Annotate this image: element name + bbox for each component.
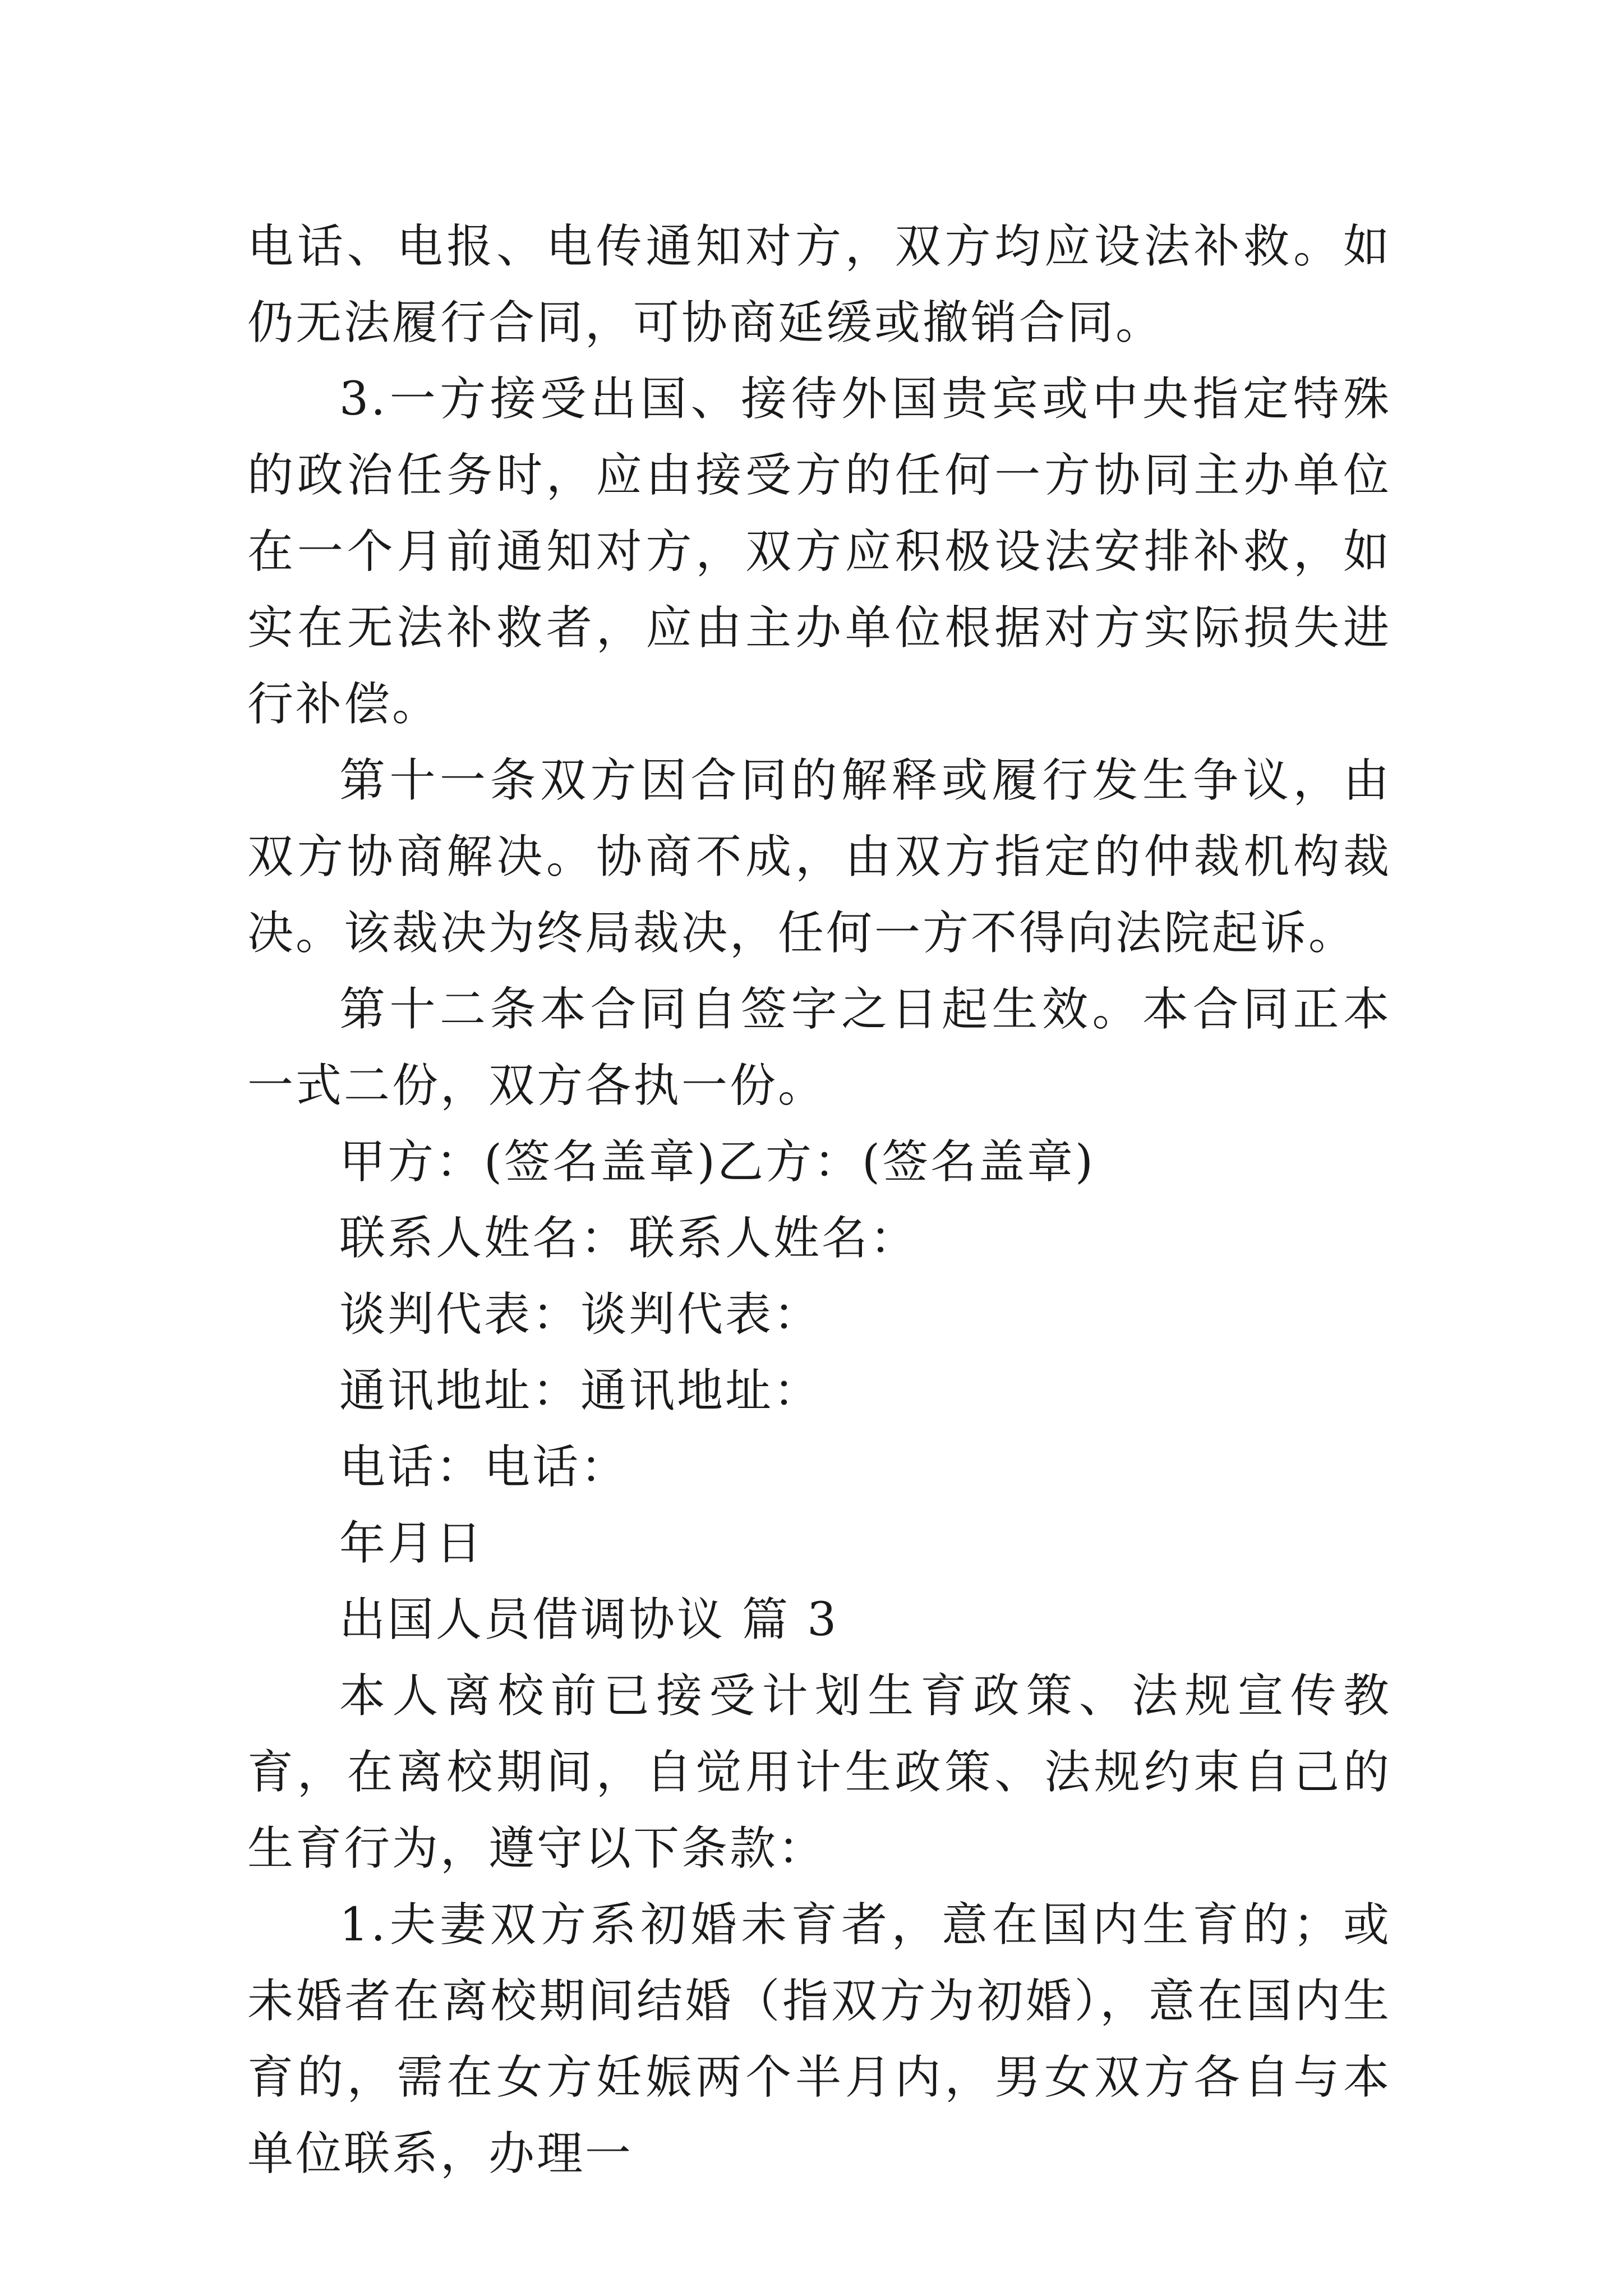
address-line: 通讯地址：通讯地址： [339, 1364, 822, 1418]
representative-line: 谈判代表：谈判代表： [339, 1288, 822, 1341]
section-title: 出国人员借调协议 篇 3 [339, 1593, 839, 1646]
signature-line: 甲方：(签名盖章)乙方：(签名盖章) [339, 1135, 1095, 1189]
paragraph-2: 3.一方接受出国、接待外国贵宾或中央指定特殊的政治任务时，应由接受方的任何一方协同主办单位在一个月前通知对方，双方应积极设法安排补救，如实在无法补救者，应由主办单位根据对方实际损失进行补偿。 [247, 372, 1391, 731]
paragraph-5: 本人离校前已接受计划生育政策、法规宣传教育，在离校期间，自觉用计生政策、法规约束自己的生育行为，遵守以下条款： [247, 1669, 1391, 1875]
paragraph-1: 电话、电报、电传通知对方，双方均应设法补救。如仍无法履行合同，可协商延缓或撤销合同。 [247, 220, 1391, 349]
phone-line: 电话：电话： [339, 1441, 629, 1494]
paragraph-4: 第十二条本合同自签字之日起生效。本合同正本一式二份，双方各执一份。 [247, 983, 1391, 1112]
contact-name-line: 联系人姓名：联系人姓名： [339, 1212, 919, 1265]
date-line: 年月日 [339, 1517, 485, 1570]
document-body [247, 209, 1391, 2192]
paragraph-3: 第十一条双方因合同的解释或履行发生争议，由双方协商解决。协商不成，由双方指定的仲裁机构裁决。该裁决为终局裁决，任何一方不得向法院起诉。 [247, 754, 1391, 960]
paragraph-6: 1.夫妻双方系初婚未育者，意在国内生育的；或未婚者在离校期间结婚（指双方为初婚），意在国内生育的，需在女方妊娠两个半月内，男女双方各自与本单位联系，办理一 [247, 1898, 1391, 2180]
